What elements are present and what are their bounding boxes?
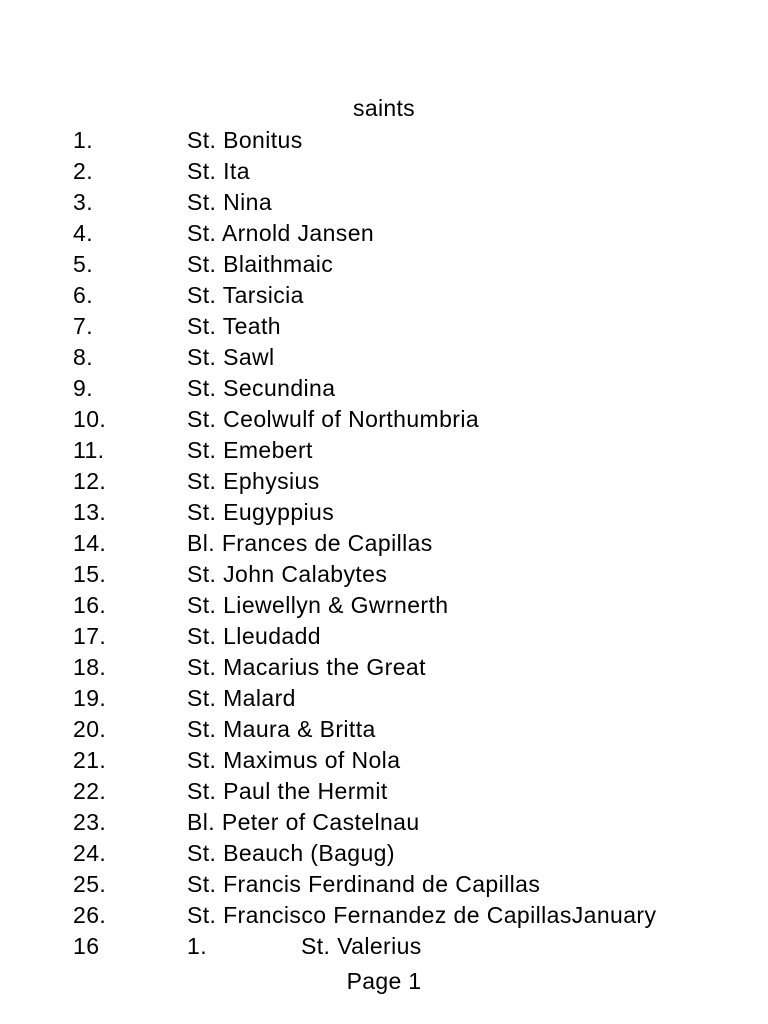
list-item-name: St. Ephysius: [187, 468, 320, 494]
list-item-number: 9.: [73, 375, 93, 401]
saints-list: [0, 125, 768, 931]
page-footer: Page 1: [346, 968, 422, 994]
list-item-name: St. Beauch (Bagug): [187, 840, 395, 866]
list-item: [0, 590, 768, 621]
list-item-number: 19.: [73, 685, 107, 711]
list-item-number: 2.: [73, 158, 93, 184]
list-item: [0, 342, 768, 373]
list-item-number: 4.: [73, 220, 93, 246]
list-item-name: St. Blaithmaic: [187, 251, 334, 277]
list-item-name: St. Francis Ferdinand de Capillas: [187, 871, 541, 897]
list-item-name: St. Bonitus: [187, 127, 303, 153]
list-item: [0, 373, 768, 404]
list-item-number: 8.: [73, 344, 93, 370]
list-item: [0, 745, 768, 776]
list-item-number: 24.: [73, 840, 107, 866]
list-item-number: 12.: [73, 468, 107, 494]
list-item-name: St. Emebert: [187, 437, 313, 463]
list-item: [0, 404, 768, 435]
list-item-number: 3.: [73, 189, 93, 215]
list-item-number: 15.: [73, 561, 107, 587]
list-item-number: 17.: [73, 623, 107, 649]
list-item-number: 7.: [73, 313, 93, 339]
list-item-name: St. John Calabytes: [187, 561, 388, 587]
list-item-number: 1.: [73, 127, 93, 153]
list-item-number: 14.: [73, 530, 107, 556]
list-item: [0, 156, 768, 187]
list-item-number: 18.: [73, 654, 107, 680]
list-item: [0, 466, 768, 497]
list-item: [0, 249, 768, 280]
list-item-number: 13.: [73, 499, 107, 525]
tail-entry: [0, 931, 768, 962]
list-item-name: St. Secundina: [187, 375, 336, 401]
list-item-name: St. Ceolwulf of Northumbria: [187, 406, 480, 432]
list-item: [0, 838, 768, 869]
tail-entry-name: St. Valerius: [301, 933, 422, 959]
list-item: [0, 280, 768, 311]
list-item-number: 11.: [73, 437, 105, 463]
list-item-name: Bl. Peter of Castelnau: [187, 809, 420, 835]
list-item-name: St. Ita: [187, 158, 250, 184]
list-item-name: St. Tarsicia: [187, 282, 304, 308]
list-item-number: 6.: [73, 282, 93, 308]
list-item: [0, 311, 768, 342]
list-item-name: St. Lleudadd: [187, 623, 321, 649]
list-item: [0, 683, 768, 714]
list-item-name: St. Sawl: [187, 344, 275, 370]
list-item-number: 10.: [73, 406, 107, 432]
list-item-number: 16.: [73, 592, 107, 618]
list-item-number: 20.: [73, 716, 107, 742]
list-item-name: St. Nina: [187, 189, 273, 215]
list-item-name: St. Francisco Fernandez de CapillasJanuary: [187, 902, 657, 928]
list-item-number: 26.: [73, 902, 107, 928]
list-item-name: St. Paul the Hermit: [187, 778, 388, 804]
list-item: [0, 218, 768, 249]
list-item-name: St. Maura & Britta: [187, 716, 376, 742]
tail-entry-number: 1.: [187, 933, 207, 959]
list-item: [0, 435, 768, 466]
list-item: [0, 714, 768, 745]
list-item: [0, 869, 768, 900]
list-item: [0, 528, 768, 559]
list-item-number: 5.: [73, 251, 93, 277]
tail-entry-date: 16: [73, 933, 100, 959]
list-item: [0, 497, 768, 528]
list-item: [0, 900, 768, 931]
list-item-number: 23.: [73, 809, 107, 835]
list-item: [0, 807, 768, 838]
list-item-name: Bl. Frances de Capillas: [187, 530, 433, 556]
list-item-name: St. Malard: [187, 685, 296, 711]
list-item-name: St. Eugyppius: [187, 499, 335, 525]
list-item: [0, 187, 768, 218]
list-item-name: St. Maximus of Nola: [187, 747, 401, 773]
list-item-name: St. Macarius the Great: [187, 654, 426, 680]
list-item-name: St. Liewellyn & Gwrnerth: [187, 592, 449, 618]
list-item: [0, 776, 768, 807]
list-item-number: 21.: [73, 747, 107, 773]
list-item: [0, 559, 768, 590]
document-title: saints: [353, 95, 415, 121]
list-item-name: St. Teath: [187, 313, 281, 339]
list-item: [0, 652, 768, 683]
list-item-number: 25.: [73, 871, 107, 897]
list-item-name: St. Arnold Jansen: [187, 220, 375, 246]
list-item: [0, 621, 768, 652]
list-item: [0, 125, 768, 156]
list-item-number: 22.: [73, 778, 107, 804]
